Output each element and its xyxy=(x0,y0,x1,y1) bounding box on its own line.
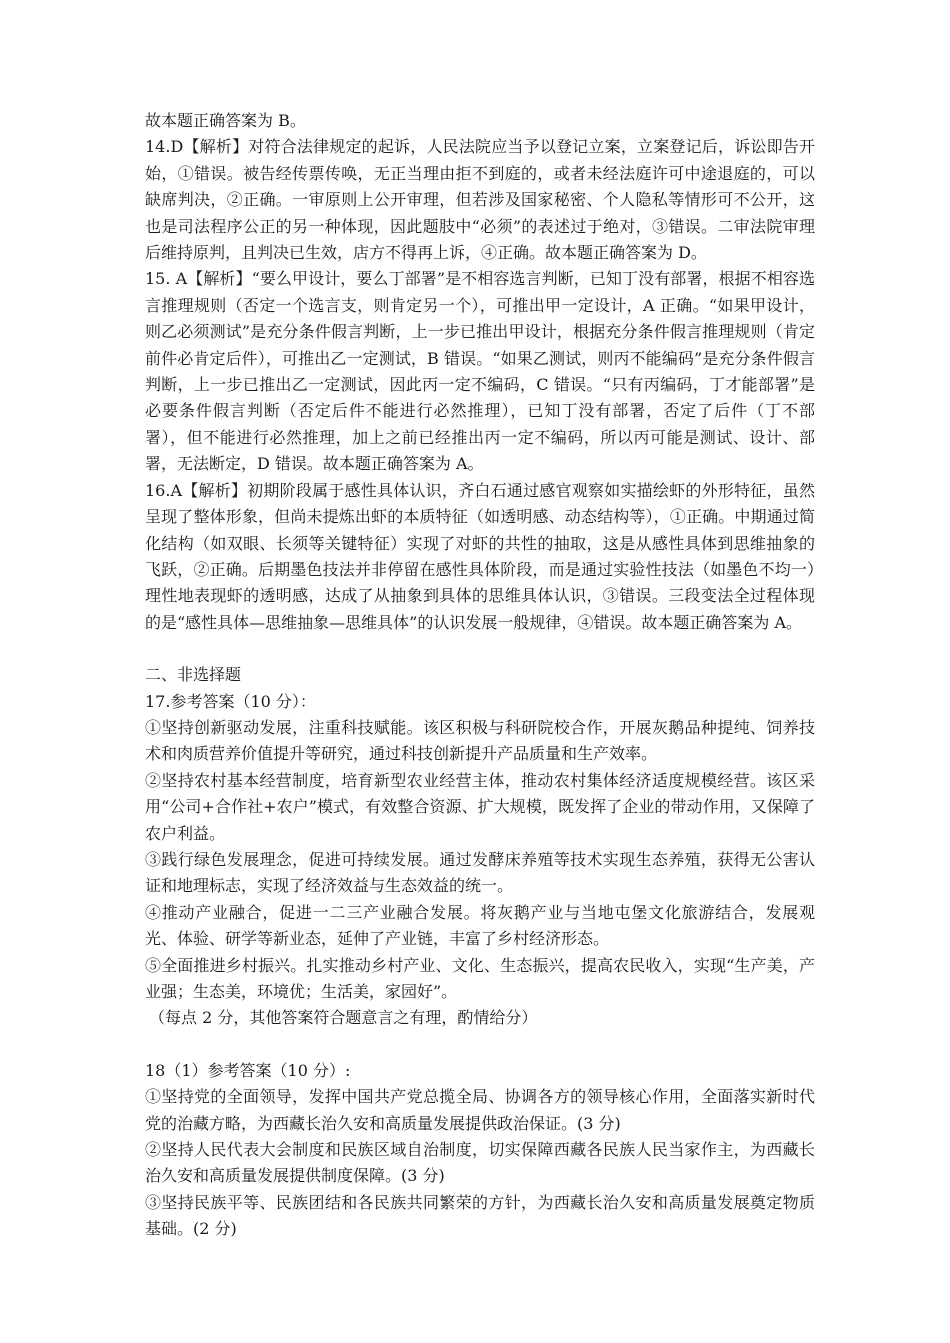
q15-explanation: 15. A【解析】“要么甲设计，要么丁部署”是不相容选言判断，已知丁没有部署，根据不相容选言推理规则（否定一个选言支，则肯定另一个），可推出甲一定设计，A 正确。“如果甲设计，则乙必须测试”是充分条件假言判断，上一步已推出甲设计，根据充分条件假言推理规则（肯定前件必肯定后件），可推出乙一定测试，B 错误。“如果乙测试，则丙不能编码”是充分条件假言判断，上一步已推出乙一定测试，因此丙一定不编码，C 错误。“只有丙编码，丁才能部署”是必要条件假言判断（否定后件不能进行必然推理），已知丁没有部署，否定了后件（丁不部署），但不能进行必然推理，加上之前已经推出丙一定不编码，所以丙可能是测试、设计、部署，无法断定，D 错误。故本题正确答案为 A。 xyxy=(145,269,815,474)
answer-document xyxy=(145,108,815,1243)
q16-explanation: 16.A【解析】初期阶段属于感性具体认识，齐白石通过感官观察如实描绘虾的外形特征，虽然呈现了整体形象，但尚未提炼出虾的本质特征（如透明感、动态结构等），①正确。中期通过简化结构（如双眼、长须等关键特征）实现了对虾的共性的抽取，这是从感性具体到思维抽象的飞跃，②正确。后期墨色技法并非停留在感性具体阶段，而是通过实验性技法（如墨色不均一）理性地表现虾的透明感，达成了从抽象到具体的思维具体认识，③错误。三段变法全过程体现的是“感性具体—思维抽象—思维具体”的认识发展一般规律，④错误。故本题正确答案为 A。 xyxy=(145,480,815,632)
q17-scoring-note: （每点 2 分，其他答案符合题意言之有理，酌情给分） xyxy=(149,1008,538,1028)
section-heading: 二、非选择题 xyxy=(145,665,242,685)
q17-point: ②坚持农村基本经营制度，培育新型农业经营主体，推动农村集体经济适度规模经营。该区采用“公司+合作社+农户”模式，有效整合资源、扩大规模，既发挥了企业的带动作用，又保障了农户利益。 xyxy=(145,770,815,843)
q18-title: 18（1）参考答案（10 分）: xyxy=(145,1060,351,1080)
q17-point: ①坚持创新驱动发展，注重科技赋能。该区积极与科研院校合作，开展灰鹅品种提纯、饲养技术和肉质营养价值提升等研究，通过科技创新提升产品质量和生产效率。 xyxy=(145,717,815,764)
q17-point: ④推动产业融合，促进一二三产业融合发展。将灰鹅产业与当地屯堡文化旅游结合，发展观光、体验、研学等新业态，延伸了产业链，丰富了乡村经济形态。 xyxy=(145,902,815,949)
q17-title: 17.参考答案（10 分）： xyxy=(145,691,316,711)
q18-point: ①坚持党的全面领导，发挥中国共产党总揽全局、协调各方的领导核心作用，全面落实新时代党的治藏方略，为西藏长治久安和高质量发展提供政治保证。(3 分) xyxy=(145,1087,815,1133)
q18-point: ③坚持民族平等、民族团结和各民族共同繁荣的方针，为西藏长治久安和高质量发展奠定物质基础。(2 分) xyxy=(145,1192,815,1239)
section-spacer xyxy=(145,1032,815,1058)
q17-point: ⑤全面推进乡村振兴。扎实推动乡村产业、文化、生态振兴，提高农民收入，实现“生产美，产业强；生态美，环境优；生活美，家园好”。 xyxy=(145,955,815,1001)
q14-explanation: 14.D【解析】对符合法律规定的起诉，人民法院应当予以登记立案，立案登记后，诉讼即告开始，①错误。被告经传票传唤，无正当理由拒不到庭的，或者未经法庭许可中途退庭的，可以缺席判决，②正确。一审原则上公开审理，但若涉及国家秘密、个人隐私等情形可不公开，这也是司法程序公正的另一种体现，因此题肢中“必须”的表述过于绝对，③错误。二审法院审理后维持原判，且判决已生效，店方不得再上诉，④正确。故本题正确答案为 D。 xyxy=(145,137,815,263)
q18-point: ②坚持人民代表大会制度和民族区域自治制度，切实保障西藏各民族人民当家作主，为西藏长治久安和高质量发展提供制度保障。(3 分) xyxy=(145,1140,815,1186)
section-spacer xyxy=(145,636,815,662)
q17-point: ③践行绿色发展理念，促进可持续发展。通过发酵床养殖等技术实现生态养殖，获得无公害认证和地理标志，实现了经济效益与生态效益的统一。 xyxy=(145,849,815,896)
q13-conclusion: 故本题正确答案为 B。 xyxy=(145,111,306,130)
